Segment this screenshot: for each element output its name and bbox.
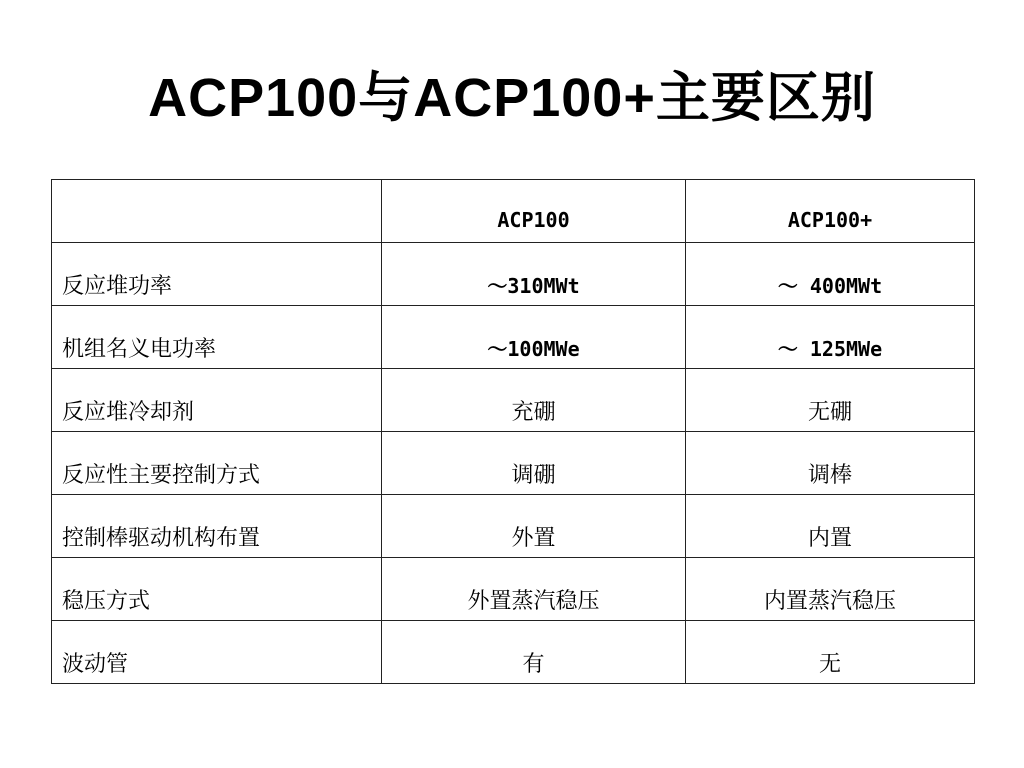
cell-acp100: 充硼 <box>382 369 686 432</box>
table-row-pressurizer <box>52 558 975 621</box>
column-header-acp100-plus: ACP100+ <box>686 180 975 243</box>
cell-acp100-plus: 内置蒸汽稳压 <box>686 558 975 621</box>
cell-acp100-plus: 无 <box>686 621 975 684</box>
table-row-reactivity-control <box>52 432 975 495</box>
table-row-coolant <box>52 369 975 432</box>
cell-acp100-plus: ～ 125MWe <box>686 306 975 369</box>
row-label: 反应堆冷却剂 <box>52 369 382 432</box>
cell-acp100-plus: ～ 400MWt <box>686 243 975 306</box>
row-label: 机组名义电功率 <box>52 306 382 369</box>
table-corner-cell <box>52 180 382 243</box>
row-label: 稳压方式 <box>52 558 382 621</box>
row-label: 反应堆功率 <box>52 243 382 306</box>
row-label: 反应性主要控制方式 <box>52 432 382 495</box>
table-row-reactor-power <box>52 243 975 306</box>
slide-title: ACP100与ACP100+主要区别 <box>148 68 876 128</box>
cell-acp100: 外置 <box>382 495 686 558</box>
cell-acp100: ～100MWe <box>382 306 686 369</box>
cell-acp100-plus: 调棒 <box>686 432 975 495</box>
table-row-surge-line <box>52 621 975 684</box>
cell-acp100: 有 <box>382 621 686 684</box>
cell-acp100-plus: 内置 <box>686 495 975 558</box>
cell-acp100: 调硼 <box>382 432 686 495</box>
table-header-row <box>52 180 975 243</box>
table-row-electric-power <box>52 306 975 369</box>
column-header-acp100: ACP100 <box>382 180 686 243</box>
row-label: 控制棒驱动机构布置 <box>52 495 382 558</box>
cell-acp100: 外置蒸汽稳压 <box>382 558 686 621</box>
cell-acp100-plus: 无硼 <box>686 369 975 432</box>
row-label: 波动管 <box>52 621 382 684</box>
table-row-crdm-layout <box>52 495 975 558</box>
comparison-table <box>51 179 975 684</box>
cell-acp100: ～310MWt <box>382 243 686 306</box>
